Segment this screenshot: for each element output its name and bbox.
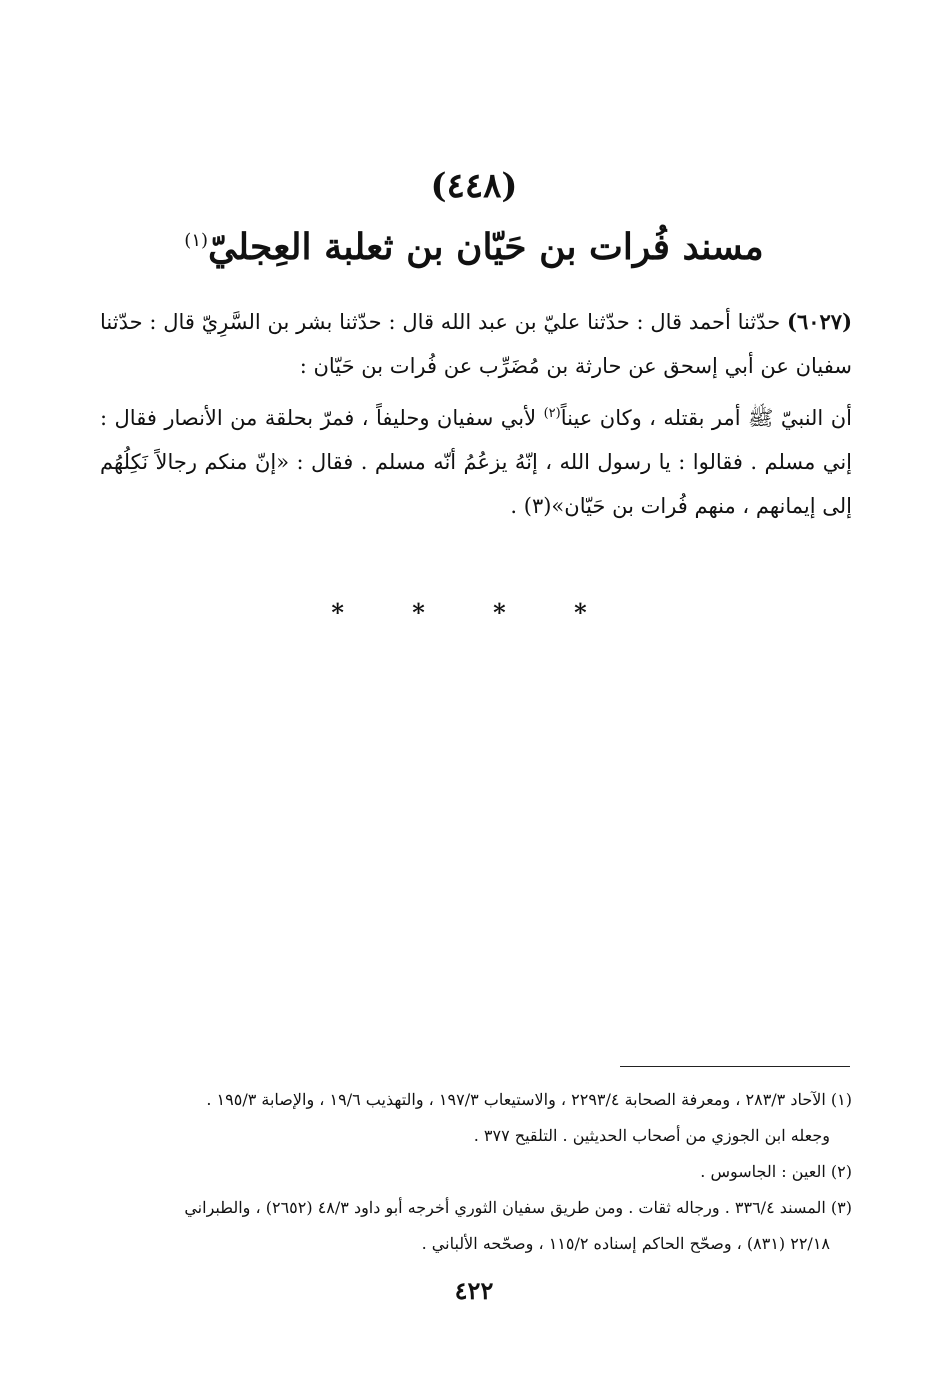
footnote-3 — [100, 1190, 852, 1262]
footnote-number: (٢) — [830, 1162, 852, 1181]
footnote-text: المسند ٣٣٦/٤ . ورجاله ثقات . ومن طريق سفيان الثوري أخرجه أبو داود ٤٨/٣ (٢٦٥٢) ، والطبراني — [184, 1198, 826, 1217]
section-separator: * * * * — [331, 598, 617, 627]
footnote-divider — [620, 1066, 850, 1067]
footnote-continuation: وجعله ابن الجوزي من أصحاب الحديثين . التلقيح ٣٧٧ . — [473, 1126, 830, 1145]
footnote-text: الآحاد ٢٨٣/٣ ، ومعرفة الصحابة ٢٢٩٣/٤ ، والاستيعاب ١٩٧/٣ ، والتهذيب ١٩/٦ ، والإصابة ١٩٥/٣ . — [206, 1090, 826, 1109]
footnote-number: (٣) — [830, 1198, 852, 1217]
matn-text-part2: لأبي سفيان وحليفاً ، فمرّ بحلقة من الأنصار فقال : إني مسلم . فقالوا : يا رسول الله ، إنّهُ يزعُمُ أنّه مسلم . فقال : «إنّ منكم رجالاً نَكِلُهُم إلى إيمانهم ، منهم فُرات بن حَيّان» — [100, 406, 852, 518]
footnote-continuation: ٢٢/١٨ (٨٣١) ، وصحّح الحاكم إسناده ١١٥/٢ ، وصحّحه الألباني . — [421, 1234, 830, 1253]
section-title — [0, 226, 948, 268]
isnad-text: حدّثنا أحمد قال : حدّثنا عليّ بن عبد الله قال : حدّثنا بشر بن السَّرِيّ قال : حدّثنا سفيان عن أبي إسحق عن حارثة بن مُضَرِّب عن فُرات بن حَيّان : — [100, 310, 852, 378]
section-number: (٤٤٨) — [430, 166, 518, 206]
footnote-2 — [100, 1154, 852, 1190]
footnote-number: (١) — [830, 1090, 852, 1109]
section-title-text: مسند فُرات بن حَيّان بن ثعلبة العِجليّ — [208, 226, 764, 268]
footnote-1 — [100, 1082, 852, 1154]
footnotes — [100, 1082, 852, 1262]
hadith-matn — [100, 396, 852, 528]
page-number: ٤٢٢ — [454, 1276, 494, 1305]
footnote-ref-3[interactable]: (٣) . — [510, 494, 552, 518]
matn-text-part1: أن النبيّ ﷺ أمر بقتله ، وكان عيناً — [560, 406, 852, 430]
hadith-isnad — [100, 300, 852, 388]
footnote-ref-2[interactable]: (٢) — [543, 406, 561, 421]
footnote-ref-1[interactable]: (١) — [184, 230, 209, 251]
hadith-number: (٦٠٢٧) — [787, 309, 852, 334]
footnote-text: العين : الجاسوس . — [700, 1162, 826, 1181]
